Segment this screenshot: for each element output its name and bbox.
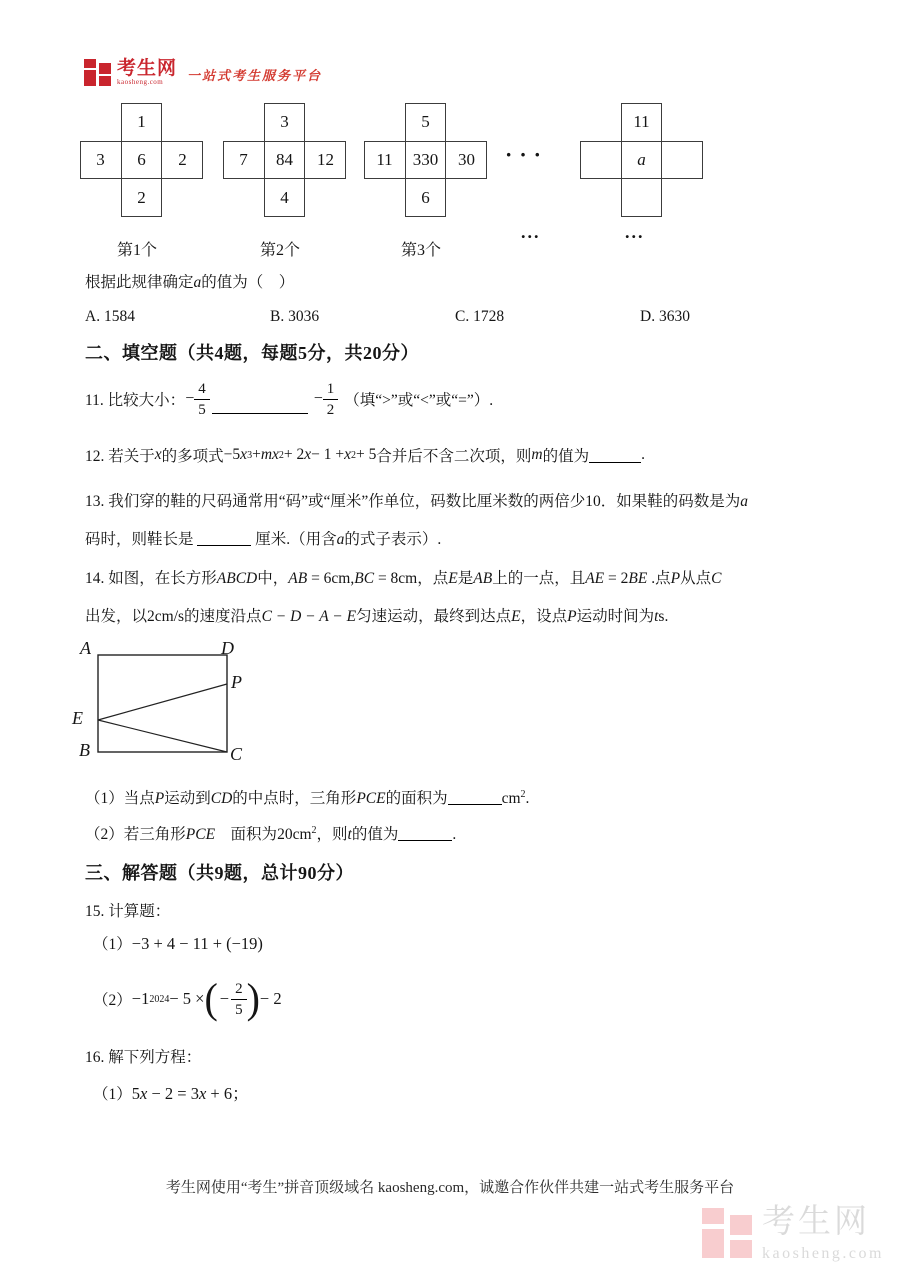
ellipsis-labels-left: ...	[521, 222, 541, 242]
cross2-label: 第2个	[260, 242, 301, 259]
cross3-label: 第3个	[401, 242, 442, 259]
crossn-center: a	[637, 150, 646, 169]
question-10-stem: 根据此规律确定a的值为（ ）	[85, 274, 295, 291]
question-15-stem: 15. 计算题：	[85, 903, 171, 920]
site-logo	[84, 58, 322, 86]
answer-blank	[212, 413, 308, 414]
option-b: B. 3036	[270, 308, 320, 325]
figure-label-d: D	[221, 638, 234, 658]
cross3-left: 11	[376, 150, 393, 169]
cross1-bottom: 2	[137, 188, 146, 207]
figure-label-e: E	[72, 708, 83, 728]
answer-blank	[398, 840, 452, 841]
logo-domain: kaosheng.com	[117, 77, 164, 86]
question-13-line2: 码时，则鞋长是 厘米.（用含a的式子表示）.	[85, 531, 442, 548]
watermark-logo	[702, 1206, 884, 1263]
figure-label-a: A	[80, 638, 91, 658]
number-cross-n	[580, 103, 703, 217]
question-14-part2: （2）若三角形PCE 面积为$20cm^2$，则t的值为 .	[85, 824, 457, 843]
figure-label-b: B	[79, 740, 90, 760]
question-14-line2: 出发，以2cm/s的速度沿点C − D − A − E匀速运动，最终到达点E，设点P运动时间为ts.	[85, 608, 669, 625]
crossn-top: 11	[633, 112, 650, 131]
cross2-top: 3	[280, 112, 289, 131]
question-14-line1: 14. 如图，在长方形ABCD中，AB = 6cm,BC = 8cm，点E是AB上的一点，且AE = 2BE .点P从点C	[85, 570, 722, 587]
answer-blank	[197, 545, 251, 546]
question-12: 12. 若关于 x 的多项式 −5 x 3 + mx 2 + 2 x − 1 + x 2 + 5 合并后不含二次项，则 m 的值为 .	[85, 446, 646, 465]
figure-label-p: P	[231, 672, 242, 692]
cross3-top: 5	[421, 112, 430, 131]
answer-blank	[589, 462, 641, 463]
ellipsis-labels-right: ...	[625, 222, 645, 242]
crossn-bottom	[621, 179, 662, 217]
question-16-stem: 16. 解下列方程：	[85, 1049, 202, 1066]
cross3-center: 330	[412, 150, 439, 169]
kaosheng-watermark-icon	[702, 1206, 754, 1258]
rectangle-figure	[90, 648, 235, 760]
question-13-line1: 13. 我们穿的鞋的尺码通常用“码”或“厘米”作单位，码数比厘米数的两倍少10．如果鞋的码数是为a	[85, 493, 749, 510]
number-cross-1	[80, 103, 203, 217]
cross1-top: 1	[137, 112, 146, 131]
question-15-part2: （2） −1 2024 − 5 × ( − $\frac{2}{5}$ ) − 2	[93, 974, 282, 1023]
crossn-right	[662, 141, 703, 179]
cross1-center: 6	[137, 150, 146, 169]
section-solve-title: 三、解答题（共9题，总计90分）	[85, 863, 354, 883]
right-paren: )	[246, 974, 260, 1023]
option-c: C. 1728	[455, 308, 505, 325]
cross2-bottom: 4	[280, 188, 289, 207]
fraction-4-5: $\frac{4}{5}$	[194, 380, 210, 419]
question-11: 11. 比较大小： − $\frac{4}{5}$ − $\frac{1}{2}$ （填“>”或“<”或“=”）.	[85, 380, 494, 418]
cross3-bottom: 6	[421, 188, 430, 207]
logo-tagline: 一站式考生服务平台	[187, 68, 323, 83]
number-cross-3	[364, 103, 487, 217]
kaosheng-logo-icon	[84, 58, 112, 86]
ellipsis-mid: ···	[505, 142, 549, 167]
fraction-1-2: $\frac{1}{2}$	[323, 380, 339, 419]
cross2-center: 84	[276, 150, 293, 169]
logo-name: 考生网	[117, 57, 178, 79]
cross2-left: 7	[239, 150, 248, 169]
option-d: D. 3630	[640, 308, 690, 325]
cross1-left: 3	[96, 150, 105, 169]
cross1-right: 2	[178, 150, 187, 169]
number-cross-2	[223, 103, 346, 217]
left-paren: (	[204, 974, 218, 1023]
crossn-left	[580, 141, 621, 179]
cross1-label: 第1个	[117, 242, 158, 259]
fraction-2-5: $\frac{2}{5}$	[231, 980, 247, 1019]
footer-note: 考生网使用“考生”拼音顶级域名 kaosheng.com，诚邀合作伙伴共建一站式考生服务平台	[165, 1180, 735, 1196]
question-10-options	[85, 308, 825, 326]
watermark-domain: kaosheng.com	[762, 1245, 884, 1262]
figure-label-c: C	[230, 744, 243, 764]
cross2-right: 12	[317, 150, 334, 169]
option-a: A. 1584	[85, 308, 135, 325]
section-fill-title: 二、填空题（共4题，每题5分，共20分）	[85, 343, 419, 363]
watermark-name: 考生网	[762, 1204, 870, 1240]
question-16-part1: （1）5x − 2 = 3x + 6；	[93, 1084, 249, 1103]
question-14-part1: （1）当点P运动到CD的中点时，三角形PCE的面积为 $cm^2$.	[85, 788, 530, 807]
answer-blank	[448, 804, 502, 805]
cross3-right: 30	[458, 150, 475, 169]
question-15-part1: （1）−3 + 4 − 11 + (−19)	[93, 934, 263, 953]
